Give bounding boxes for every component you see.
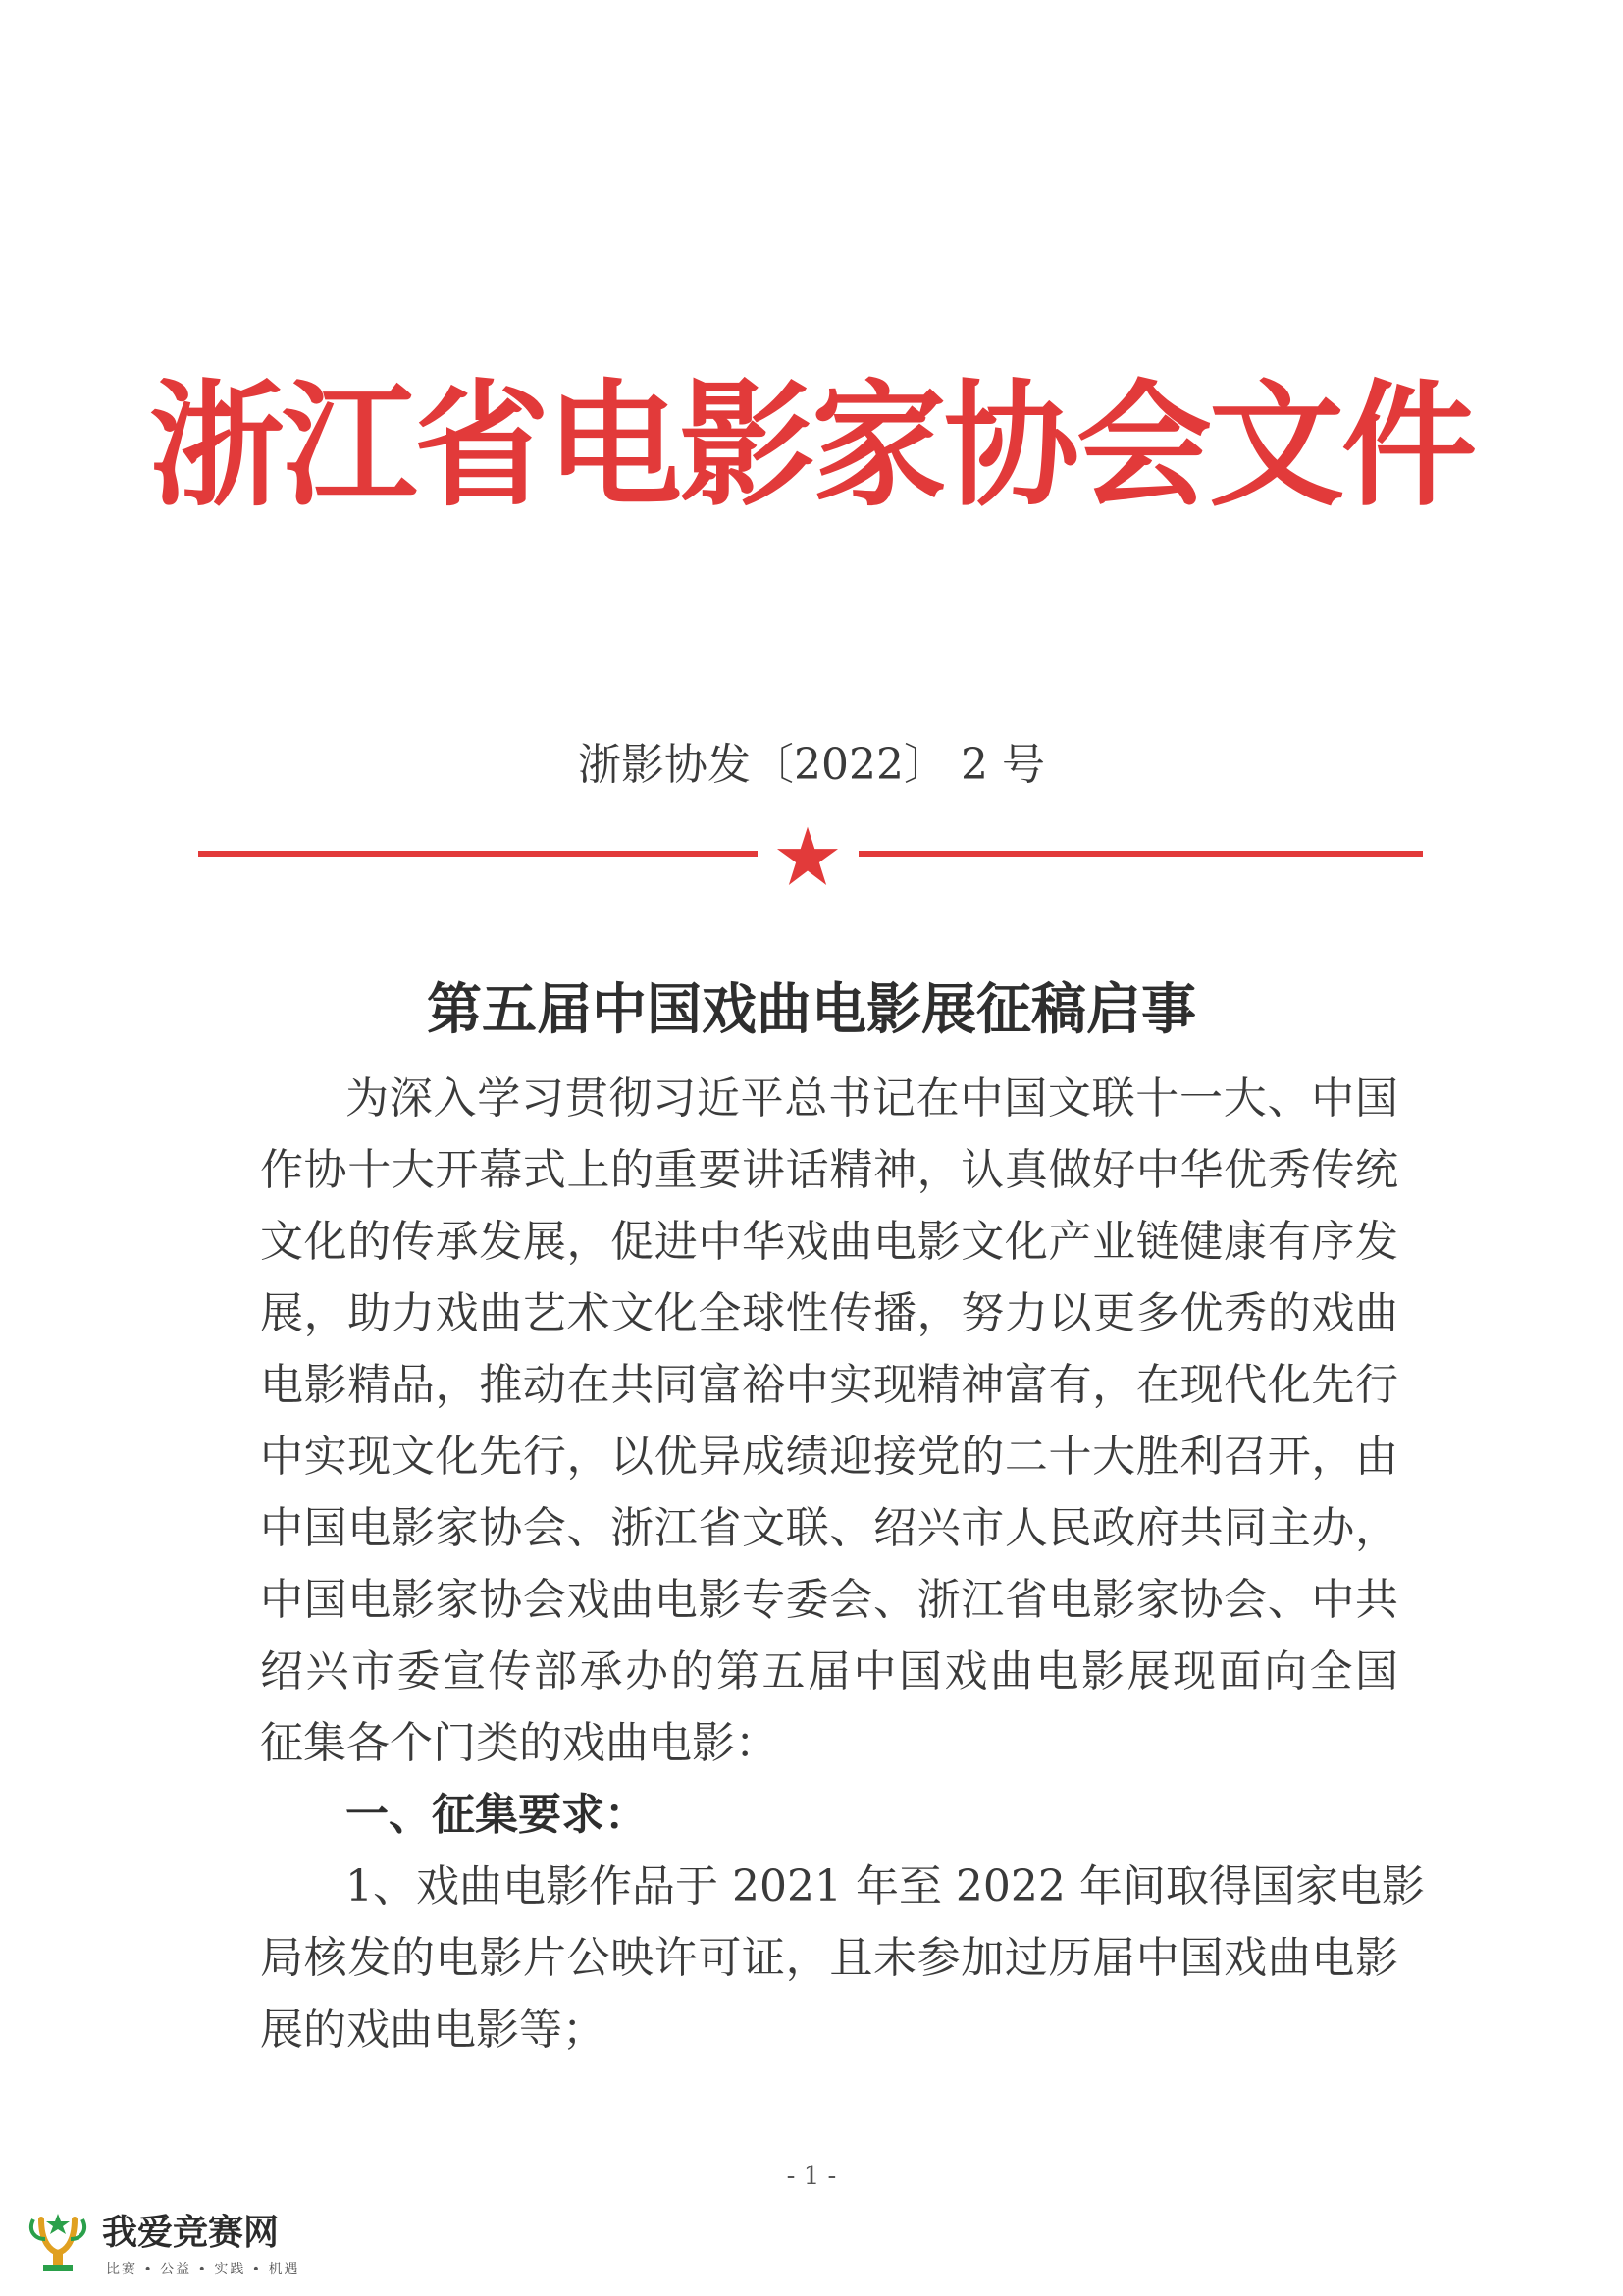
paragraph-line: 绍兴市委宣传部承办的第五届中国戏曲电影展现面向全国: [260, 1646, 1398, 1696]
paragraph-line: 征集各个门类的戏曲电影：: [260, 1718, 778, 1768]
page-number: - 1 -: [786, 2162, 837, 2191]
paragraph-line: 展，助力戏曲艺术文化全球性传播，努力以更多优秀的戏曲: [260, 1288, 1398, 1338]
watermark-tagline: 比赛 • 公益 • 实践 • 机遇: [106, 2262, 300, 2277]
paragraph-line: 电影精品，推动在共同富裕中实现精神富有，在现代化先行: [260, 1360, 1398, 1410]
document-number: 浙影协发〔2022〕 2 号: [578, 740, 1045, 790]
paragraph-line: 中国电影家协会戏曲电影专委会、浙江省电影家协会、中共: [260, 1575, 1398, 1625]
paragraph-line: 中实现文化先行，以优异成绩迎接党的二十大胜利召开，由: [260, 1432, 1398, 1482]
item-line: 1、戏曲电影作品于 2021 年至 2022 年间取得国家电影: [345, 1861, 1425, 1911]
document-title: 第五届中国戏曲电影展征稿启事: [427, 978, 1196, 1042]
section-heading: 一、征集要求：: [345, 1790, 648, 1840]
paragraph-line: 文化的传承发展，促进中华戏曲电影文化产业链健康有序发: [260, 1217, 1398, 1267]
red-star-icon: [775, 824, 840, 889]
watermark-name: 我爱竞赛网: [102, 2213, 280, 2253]
red-divider-right: [859, 851, 1423, 857]
paragraph-line: 为深入学习贯彻习近平总书记在中国文联十一大、中国: [345, 1073, 1398, 1123]
document-header-title: 浙江省电影家协会文件: [148, 367, 1474, 525]
trophy-logo-icon: [24, 2210, 92, 2280]
watermark: [24, 2210, 318, 2288]
red-divider-left: [198, 851, 758, 857]
item-line: 展的戏曲电影等；: [260, 2005, 605, 2055]
item-line: 局核发的电影片公映许可证，且未参加过历届中国戏曲电影: [260, 1933, 1398, 1983]
paragraph-line: 中国电影家协会、浙江省文联、绍兴市人民政府共同主办，: [260, 1503, 1398, 1553]
paragraph-line: 作协十大开幕式上的重要讲话精神，认真做好中华优秀传统: [260, 1145, 1398, 1195]
